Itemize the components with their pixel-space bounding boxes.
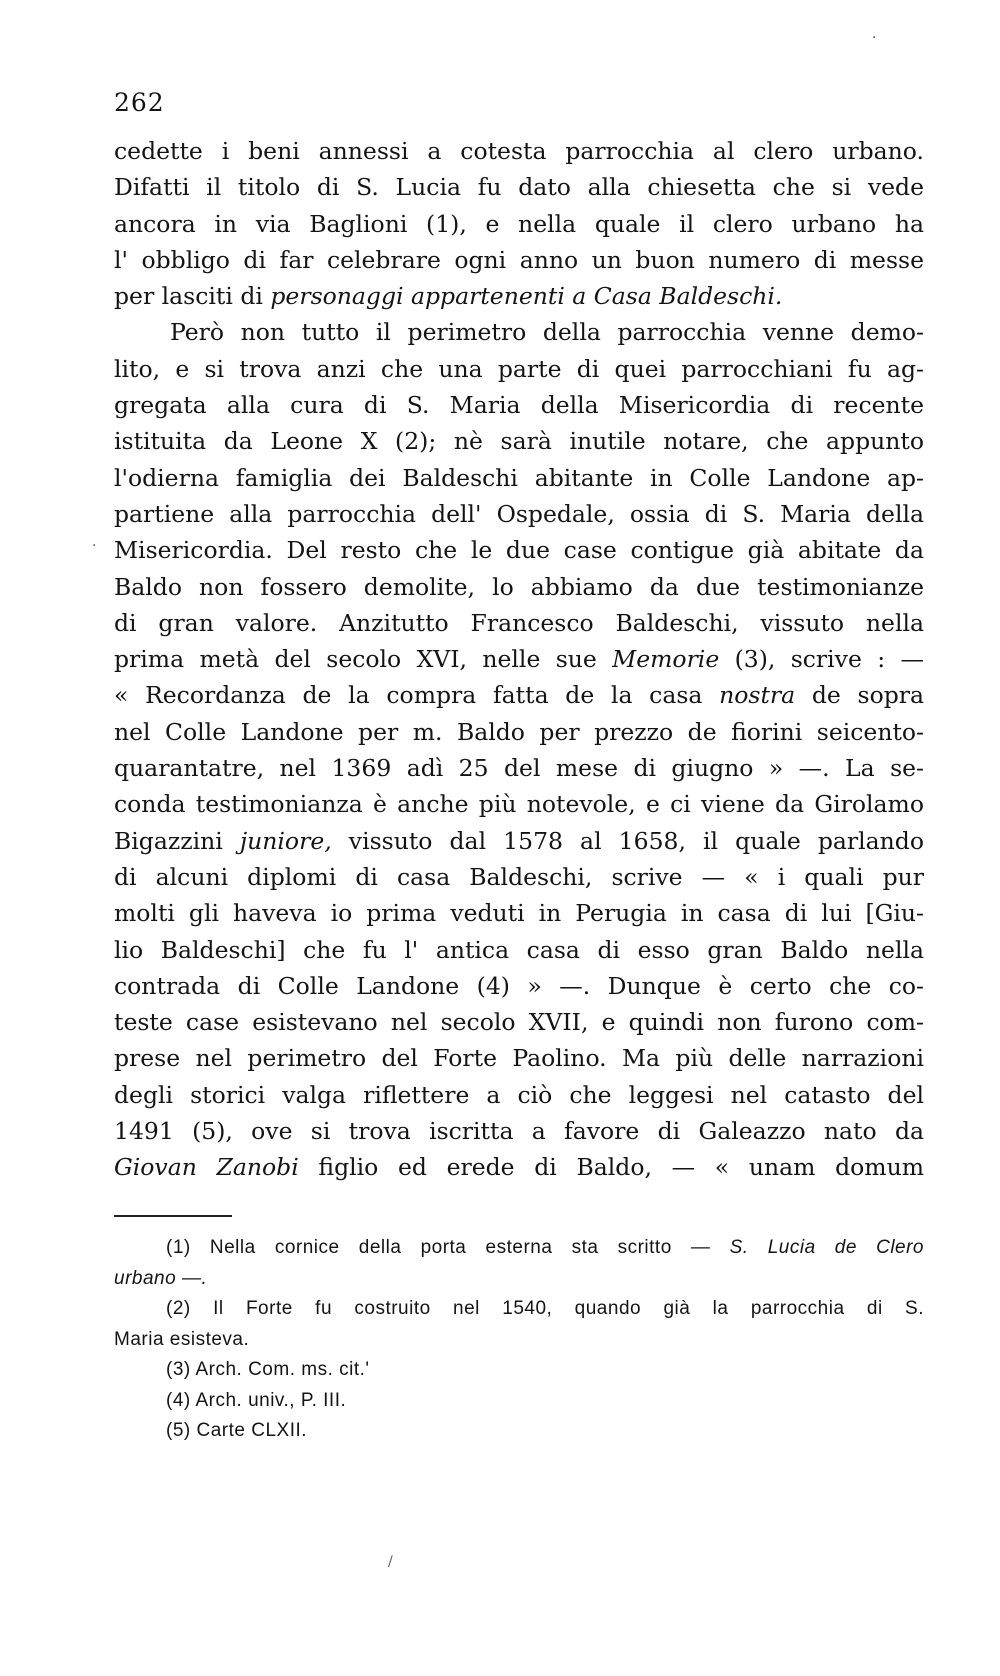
- text-run: di gran valore. Anzitutto Francesco Baldeschi, vissuto nella: [114, 608, 924, 637]
- text-line: [114, 895, 924, 931]
- text-run: vissuto dal 1578 al 1658, il quale parlando: [331, 826, 924, 855]
- text-line: [114, 314, 924, 350]
- text-line: [114, 242, 924, 278]
- text-run: de sopra: [795, 681, 925, 710]
- text-run: ancora in via Baglioni (1), e nella quale il clero urbano ha: [114, 209, 924, 238]
- scan-speck: ·: [872, 30, 877, 46]
- page-number: 262: [114, 88, 165, 117]
- text-run: figlio ed erede di Baldo, — « unam domum: [298, 1153, 924, 1182]
- text-run: teste case esistevano nel secolo XVII, e quindi non furono com-: [114, 1008, 924, 1037]
- text-line: [114, 532, 924, 568]
- footnote-line: [114, 1325, 924, 1356]
- text-run: istituita da Leone X (2); nè sarà inutile notare, che appunto: [114, 427, 924, 456]
- text-run: degli storici valga riflettere a ciò che leggesi nel catasto del: [114, 1080, 924, 1109]
- text-line: [114, 1040, 924, 1076]
- text-line: [114, 750, 924, 786]
- text-run: cedette i beni annessi a cotesta parrocchia al clero urbano.: [114, 137, 924, 165]
- text-line: [114, 569, 924, 605]
- text-run: nel Colle Landone per m. Baldo per prezzo de fiorini seicento-: [114, 717, 924, 746]
- italic-run: juniore,: [239, 826, 332, 855]
- text-run: prese nel perimetro del Forte Paolino. Ma più delle narrazioni: [114, 1044, 924, 1073]
- italic-run: Giovan Zanobi: [114, 1153, 299, 1182]
- text-run: (3), scrive : —: [719, 645, 924, 674]
- text-line: [114, 133, 924, 169]
- italic-run: nostra: [719, 681, 796, 710]
- footnote-line: [114, 1233, 924, 1264]
- text-run: di alcuni diplomi di casa Baldeschi, scrive — « i quali pur: [114, 862, 924, 891]
- footnote-line: [114, 1416, 924, 1447]
- italic-run: urbano —.: [114, 1267, 208, 1289]
- text-line: [114, 677, 924, 713]
- text-run: Bigazzini: [114, 826, 240, 855]
- text-run: 1491 (5), ove si trova iscritta a favore di Galeazzo nato da: [114, 1117, 924, 1146]
- text-run: partiene alla parrocchia dell' Ospedale, ossia di S. Maria della: [114, 499, 924, 528]
- text-run: per lasciti di: [114, 282, 271, 311]
- text-line: [114, 423, 924, 459]
- italic-run: personaggi appartenenti a Casa Baldeschi.: [270, 282, 783, 311]
- text-run: contrada di Colle Landone (4) » —. Dunque è certo che co-: [114, 971, 924, 1000]
- text-run: l' obbligo di far celebrare ogni anno un buon numero di messe: [114, 245, 924, 274]
- text-run: l'odierna famiglia dei Baldeschi abitante in Colle Landone ap-: [114, 463, 924, 492]
- text-line: [114, 1077, 924, 1113]
- text-line: [114, 206, 924, 242]
- italic-run: Memorie: [612, 645, 720, 674]
- footnote-line: [114, 1264, 924, 1295]
- text-line: [114, 169, 924, 205]
- text-run: gregata alla cura di S. Maria della Misericordia di recente: [114, 391, 924, 420]
- text-line: [114, 460, 924, 496]
- text-line: [114, 351, 924, 387]
- italic-run: S. Lucia de Clero: [729, 1237, 924, 1258]
- text-line: [114, 714, 924, 750]
- text-line: [114, 278, 924, 314]
- text-line: [114, 823, 924, 859]
- text-run: Difatti il titolo di S. Lucia fu dato alla chiesetta che si vede: [114, 173, 924, 202]
- text-run: lio Baldeschi] che fu l' antica casa di esso gran Baldo nella: [114, 935, 924, 964]
- text-run: Maria esisteva.: [114, 1328, 250, 1350]
- text-run: (1) Nella cornice della porta esterna sta scritto —: [166, 1237, 730, 1258]
- text-line: [114, 859, 924, 895]
- text-line: [114, 1149, 924, 1185]
- text-line: [114, 1004, 924, 1040]
- text-run: Però non tutto il perimetro della parrocchia venne demo-: [170, 318, 924, 347]
- text-run: prima metà del secolo XVI, nelle sue: [114, 645, 613, 674]
- footnotes: [114, 1233, 924, 1447]
- text-line: [114, 968, 924, 1004]
- text-run: lito, e si trova anzi che una parte di quei parrocchiani fu ag-: [114, 354, 924, 383]
- footnote-line: [114, 1294, 924, 1325]
- text-run: conda testimonianza è anche più notevole, e ci viene da Girolamo: [114, 790, 924, 819]
- text-run: (2) Il Forte fu costruito nel 1540, quando già la parrocchia di S.: [166, 1298, 924, 1319]
- text-run: quarantatre, nel 1369 adì 25 del mese di giugno » —. La se-: [114, 754, 924, 783]
- text-run: Misericordia. Del resto che le due case contigue già abitate da: [114, 536, 924, 565]
- scan-speck: /: [388, 1554, 393, 1570]
- body-text: [114, 133, 924, 1186]
- footnote-line: [114, 1355, 924, 1386]
- footnote-rule: [114, 1215, 232, 1217]
- text-run: Baldo non fossero demolite, lo abbiamo da due testimonianze: [114, 572, 924, 601]
- text-line: [114, 932, 924, 968]
- scan-speck: ·: [92, 538, 97, 554]
- text-run: « Recordanza de la compra fatta de la casa: [114, 681, 720, 710]
- text-line: [114, 387, 924, 423]
- text-run: (3) Arch. Com. ms. cit.': [166, 1359, 370, 1380]
- text-line: [114, 605, 924, 641]
- text-line: [114, 786, 924, 822]
- text-line: [114, 1113, 924, 1149]
- text-line: [114, 641, 924, 677]
- text-run: (4) Arch. univ., P. III.: [166, 1389, 347, 1411]
- text-run: molti gli haveva io prima veduti in Perugia in casa di lui [Giu-: [114, 899, 924, 928]
- text-run: (5) Carte CLXII.: [166, 1420, 308, 1441]
- text-line: [114, 496, 924, 532]
- footnote-line: [114, 1386, 924, 1417]
